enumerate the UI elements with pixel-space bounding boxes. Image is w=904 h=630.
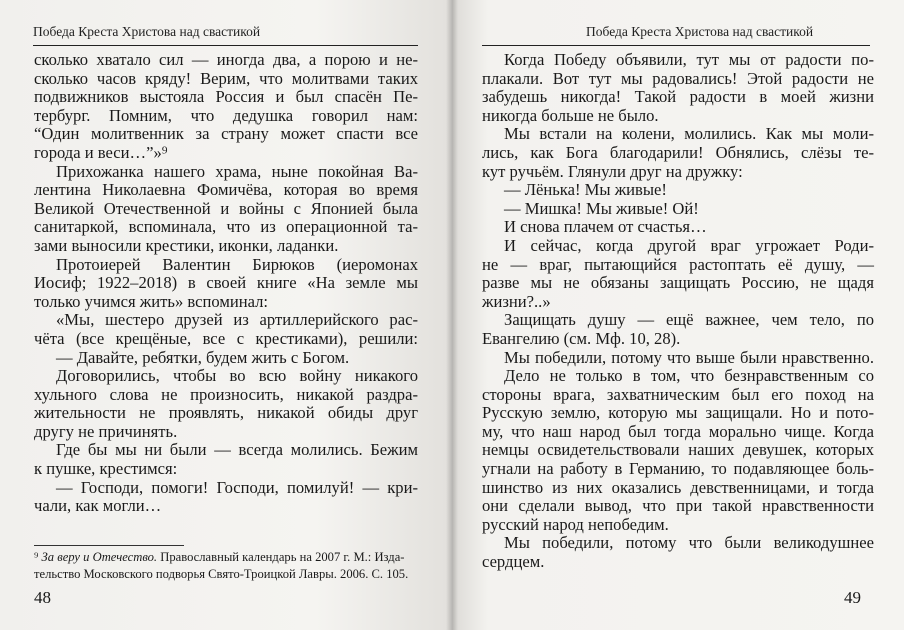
text-line: плакали. Вот тут мы радовались! Этой радости не (482, 68, 874, 88)
text-line: кут ручьём. Глянули друг на дружку: (482, 161, 743, 181)
text-line: только учимся жить» вспоминал: (34, 291, 269, 311)
text-line: забудешь никогда! Такой радости в моей жизни (482, 87, 874, 107)
text-line: Евангелию (см. Мф. 10, 28). (482, 328, 681, 348)
text-line: — Давайте, ребятки, будем жить с Богом. (56, 347, 350, 367)
text-line: чёта (все крещёные, все с крестиками), решили: (34, 328, 418, 348)
text-line: Договорились, чтобы во всю войну никакого (56, 366, 418, 386)
right-running-header: Победа Креста Христова над свастикой (586, 24, 814, 39)
footnote-source-title: За веру и Отечество. (41, 550, 158, 564)
text-line: зами выносили крестики, иконки, ладанки. (34, 235, 339, 255)
text-line: Великой Отечественной и войны с Японией была (34, 198, 418, 218)
footnote-line (34, 549, 418, 566)
page-number: 48 (34, 588, 51, 607)
text-line: не — враг, пытающийся растоптать её душу, — (482, 254, 874, 274)
text-line: — Мишка! Мы живые! Ой! (504, 198, 699, 218)
text-line: другу не причинять. (34, 421, 178, 441)
book-gutter (446, 0, 458, 630)
text-line: «Мы, шестеро друзей из артиллерийского рас- (56, 310, 418, 330)
text-line: немцы освидетельствовали наших девушек, которых (482, 440, 874, 460)
page-number: 49 (844, 588, 861, 607)
footnote-line: тельство Московского подворья Свято-Троицкой Лавры. 2006. С. 105. (34, 567, 409, 581)
text-line: города и веси…”»⁹ (34, 142, 168, 162)
text-line: Дело не только в том, что безнравственным со (504, 366, 874, 386)
text-line: — Лёнька! Мы живые! (504, 180, 667, 200)
right-page (452, 0, 904, 630)
text-line: “Один молитвенник за страну может спасти все (34, 124, 418, 144)
footnote (34, 549, 418, 583)
text-line: шинство из них оказались девственницами, и тогда (482, 477, 874, 497)
text-line: жизни?..» (482, 291, 551, 311)
footnote-marker: ⁹ (34, 550, 39, 564)
text-line: сердцем. (482, 552, 545, 572)
text-line: Мы победили, потому что выше были нравственно. (504, 347, 874, 367)
text-line: жительности не проявлять, никакой обиды друг (34, 403, 418, 423)
text-line: санитаркой, вспоминала, что из операционной та- (34, 217, 418, 237)
text-line: русский народ непобедим. (482, 514, 669, 534)
text-line: стороны врага, захватническим был его поход на (482, 384, 874, 404)
footnote-text: Православный календарь на 2007 г. М.: Изда- (157, 550, 405, 564)
text-line: подвижников выстояла Россия и был спасён Пе- (34, 87, 418, 107)
text-line: Когда Победу объявили, тут мы от радости по- (504, 50, 874, 69)
text-line: Мы победили, потому что были великодушнее (504, 533, 874, 553)
text-line: к пушке, крестимся: (34, 459, 178, 479)
text-line: му, что наш народ был тогда морально чище. Когда (482, 421, 874, 441)
text-line: лентина Николаевна Фомичёва, которая во время (34, 180, 418, 200)
text-line: никогда больше не было. (482, 105, 659, 125)
left-body-text (34, 51, 418, 516)
left-header-rule (33, 45, 418, 46)
text-line: лись, как Бога благодарили! Обнялись, слёзы те- (482, 142, 874, 162)
left-running-header: Победа Креста Христова над свастикой (33, 24, 261, 39)
text-line: — Господи, помоги! Господи, помилуй! — кри- (56, 477, 418, 497)
text-line: Мы встали на колени, молились. Как мы моли- (504, 124, 874, 144)
text-line: Защищать душу — ещё важнее, чем тело, по (504, 310, 874, 330)
text-line: хульного слова не произносить, никакой раздра- (34, 384, 418, 404)
right-header-rule (482, 45, 870, 46)
text-line: И сейчас, когда другой враг угрожает Роди- (504, 235, 874, 255)
text-line: чали, как могли… (34, 496, 162, 516)
text-line: Прихожанка нашего храма, ныне покойная Ва- (56, 161, 418, 181)
text-line: Где бы мы ни были — всегда молились. Бежим (56, 440, 418, 460)
text-line: Русскую землю, которую мы защищали. Но и пото- (482, 403, 874, 423)
footnote-rule (34, 545, 184, 546)
text-line: разве мы не обязаны защищать Россию, не щадя (482, 273, 874, 293)
text-line: Протоиерей Валентин Бирюков (иеромонах (56, 254, 418, 274)
text-line: они сделали вывод, что при такой нравственности (482, 496, 874, 516)
text-line: сколько часов кряду! Верим, что молитвами таких (34, 68, 418, 88)
text-line: И снова плачем от счастья… (504, 217, 707, 237)
text-line: угнали на работу в Германию, то подавляющее боль- (482, 459, 874, 479)
text-line: Иосиф; 1922–2018) в своей книге «На земле мы (34, 273, 418, 293)
right-body-text (482, 51, 874, 572)
text-line: тербург. Помним, что дедушка говорил нам: (34, 105, 418, 125)
text-line: сколько хватало сил — иногда два, а порою и не- (34, 50, 418, 69)
